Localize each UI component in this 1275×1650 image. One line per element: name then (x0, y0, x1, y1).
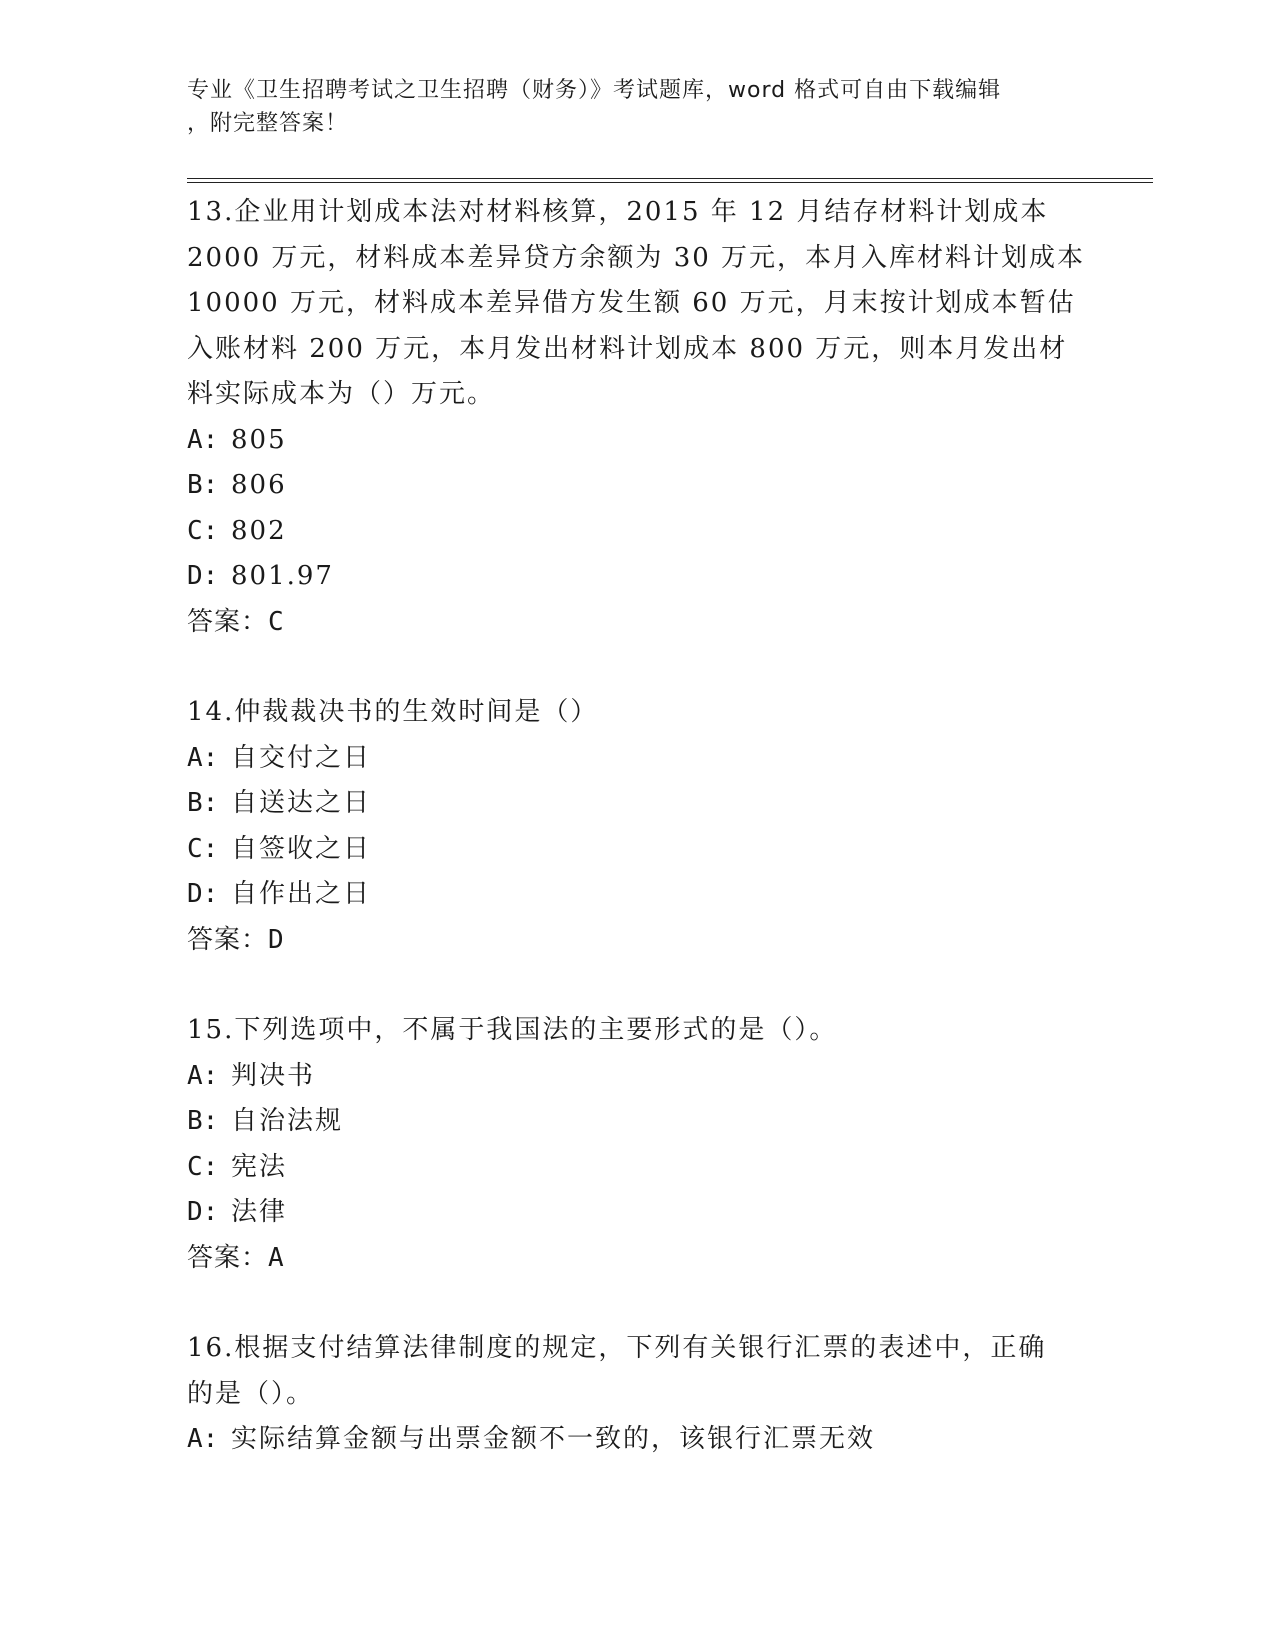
question-item (187, 1326, 1087, 1463)
option-letter: D: (187, 1197, 219, 1227)
question-stem-line: 入账材料 200 万元，本月发出材料计划成本 800 万元，则本月发出材 (187, 333, 1068, 364)
option-letter: D: (187, 561, 219, 591)
option-letter: D: (187, 879, 219, 909)
option-text: 805 (231, 424, 287, 455)
question-option (187, 1145, 1087, 1191)
header-divider-top (187, 178, 1153, 179)
answer-label: 答案： (187, 1242, 269, 1273)
question-stem-line: 2000 万元，材料成本差异贷方余额为 30 万元，本月入库材料计划成本 (187, 242, 1086, 273)
answer-label: 答案： (187, 924, 269, 955)
header-divider-bottom (187, 182, 1153, 183)
question-option (187, 872, 1087, 918)
option-text: 自治法规 (231, 1106, 344, 1136)
answer-label: 答案： (187, 606, 269, 637)
answer-line (187, 1236, 1087, 1282)
option-letter: B: (187, 1106, 219, 1136)
question-option (187, 1190, 1087, 1236)
option-letter: B: (187, 788, 219, 818)
question-list (187, 190, 1087, 1508)
option-text: 法律 (231, 1197, 288, 1227)
answer-line (187, 600, 1087, 646)
question-option (187, 1054, 1087, 1100)
option-letter: C: (187, 833, 219, 864)
question-stem-line: 14.仲裁裁决书的生效时间是（） (187, 697, 599, 727)
option-letter: A: (187, 1060, 219, 1091)
option-letter: A: (187, 742, 219, 773)
option-letter: C: (187, 515, 219, 546)
option-text: 802 (231, 515, 287, 546)
answer-value: A (268, 1242, 285, 1273)
question-stem-line: 10000 万元，材料成本差异借方发生额 60 万元，月末按计划成本暂估 (187, 288, 1076, 318)
question-option (187, 1099, 1087, 1145)
question-option (187, 463, 1087, 509)
question-item (187, 190, 1087, 645)
question-stem-line: 15.下列选项中，不属于我国法的主要形式的是（）。 (187, 1015, 838, 1045)
question-option (187, 509, 1087, 555)
question-option (187, 736, 1087, 782)
question-stem-line: 16.根据支付结算法律制度的规定，下列有关银行汇票的表述中，正确 (187, 1333, 1047, 1363)
option-text: 判决书 (231, 1060, 316, 1091)
answer-value: C (268, 606, 285, 637)
option-letter: A: (187, 424, 219, 455)
option-text: 801.97 (231, 561, 334, 591)
header-line-1: 专业《卫生招聘考试之卫生招聘（财务）》考试题库，word 格式可自由下载编辑 (187, 78, 1002, 103)
document-header (187, 74, 1067, 140)
option-text: 实际结算金额与出票金额不一致的，该银行汇票无效 (231, 1424, 876, 1454)
option-text: 806 (231, 470, 287, 500)
header-line-2: ，附完整答案！ (187, 111, 349, 136)
question-option (187, 1417, 1087, 1463)
option-text: 自交付之日 (231, 742, 372, 773)
answer-value: D (268, 924, 285, 955)
option-text: 自作出之日 (231, 879, 372, 909)
answer-line (187, 918, 1087, 964)
option-text: 自送达之日 (231, 788, 372, 818)
question-stem-line: 料实际成本为（）万元。 (187, 379, 496, 409)
question-option (187, 418, 1087, 464)
question-option (187, 554, 1087, 600)
option-letter: A: (187, 1424, 219, 1454)
question-stem-line: 的是（）。 (187, 1378, 315, 1409)
option-text: 自签收之日 (231, 833, 372, 864)
question-option (187, 827, 1087, 873)
question-item (187, 1008, 1087, 1281)
question-item (187, 690, 1087, 963)
option-letter: C: (187, 1151, 219, 1182)
question-option (187, 781, 1087, 827)
option-text: 宪法 (231, 1151, 288, 1182)
question-stem-line: 13.企业用计划成本法对材料核算，2015 年 12 月结存材料计划成本 (187, 197, 1049, 227)
option-letter: B: (187, 470, 219, 500)
